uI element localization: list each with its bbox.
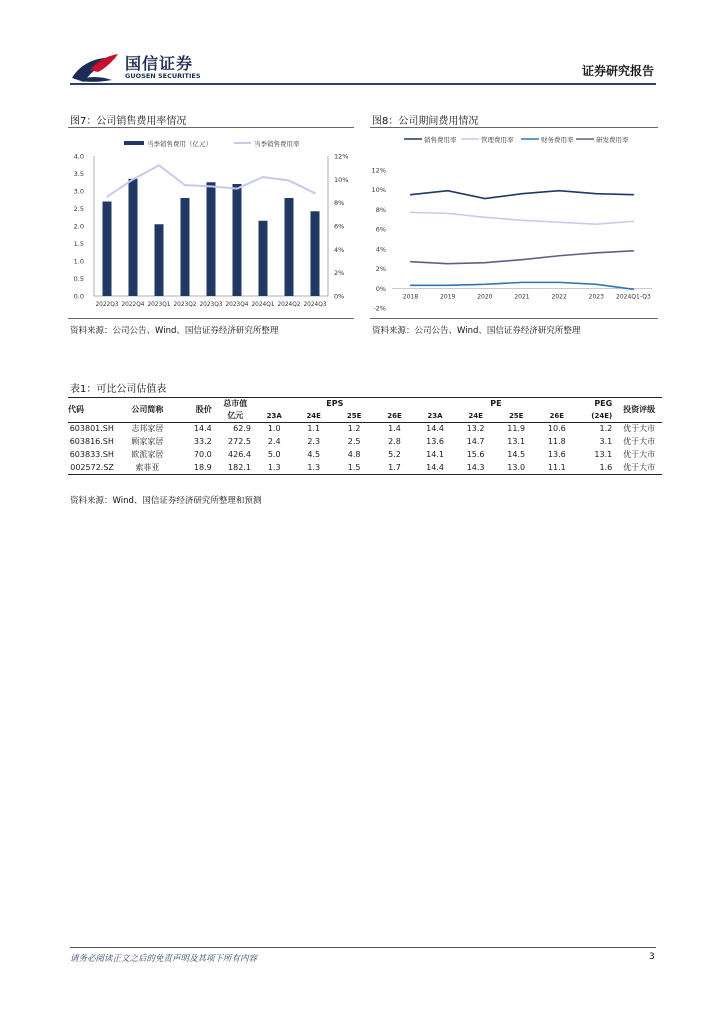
x-tick-label: 2019 [440, 293, 456, 301]
header-rating: 投资评级 [623, 405, 656, 415]
figure8-source: 资料来源：公司公告、Wind、国信证券经济研究所整理 [372, 326, 581, 336]
logo-text-en: GUOSEN SECURITIES [125, 72, 201, 80]
series-point-0 [558, 190, 559, 191]
cell-pe-26e: 11.1 [547, 462, 566, 472]
series-point-1 [596, 224, 597, 225]
cell-eps-26e: 1.7 [388, 462, 401, 472]
series-point-0 [596, 193, 597, 194]
y-tick-right-label: 0% [334, 292, 345, 301]
x-tick-label: 2023Q3 [199, 302, 223, 308]
series-point-1 [558, 222, 559, 223]
series-point-1 [521, 220, 522, 221]
cell-mktcap: 182.1 [228, 462, 251, 472]
line-point [158, 165, 160, 167]
header-mktcap-unit: 亿元 [227, 411, 244, 420]
y-tick-label: 2% [375, 265, 386, 274]
page-header [0, 0, 724, 86]
guosen-logo-icon [70, 50, 120, 84]
series-point-2 [484, 284, 485, 285]
figure7-chart [66, 132, 356, 312]
series-line-1 [411, 212, 634, 224]
x-tick-label: 2021 [514, 293, 530, 301]
y-tick-left-label: 1.5 [73, 240, 84, 248]
figure8-top-rule [370, 127, 658, 128]
legend-line-label: 当季销售费用率 [254, 140, 300, 148]
line-point [236, 188, 238, 190]
cell-eps-23a: 5.0 [267, 450, 281, 459]
cell-name: 顾家家居 [131, 437, 164, 446]
cell-rating: 优于大市 [623, 437, 656, 446]
y-tick-left-label: 0.0 [73, 292, 84, 301]
y-tick-label: 0% [375, 284, 386, 293]
x-tick-label: 2022 [551, 293, 567, 301]
series-point-1 [484, 217, 485, 218]
cell-eps-25e: 1.2 [347, 424, 361, 434]
cell-eps-24e: 1.3 [307, 462, 321, 472]
series-point-3 [633, 250, 634, 251]
cell-code: 603816.SH [69, 437, 114, 446]
header-pe: PE [490, 399, 502, 409]
cell-pe-25e: 13.0 [507, 462, 526, 472]
bar-2023Q3 [207, 182, 216, 296]
series-point-2 [558, 282, 559, 283]
line-point [106, 196, 108, 198]
series-point-0 [484, 198, 485, 199]
y-tick-left-label: 0.5 [73, 275, 84, 283]
cell-code: 603801.SH [69, 424, 114, 434]
bar-2023Q4 [233, 184, 242, 296]
header-peg: PEG [594, 399, 613, 409]
legend-bar-label: 当季销售费用（亿元） [147, 140, 212, 148]
cell-mktcap: 272.5 [228, 437, 251, 446]
x-tick-label: 2022Q4 [121, 302, 145, 308]
header-pe-23a: 23A [427, 411, 443, 420]
valuation-table [68, 397, 662, 475]
line-point [132, 179, 134, 181]
figure7-source: 资料来源：公司公告、Wind、国信证券经济研究所整理 [70, 326, 279, 336]
legend-label-3: 研发费用率 [596, 136, 629, 144]
y-tick-label: 6% [375, 225, 386, 234]
series-point-3 [596, 252, 597, 253]
y-tick-label: 12% [371, 166, 386, 175]
cell-pe-26e: 10.6 [547, 424, 566, 434]
y-tick-left-label: 2.5 [73, 205, 84, 213]
figure8-bottom-rule [370, 318, 658, 319]
report-type-label: 证券研究报告 [581, 64, 654, 78]
series-point-2 [521, 282, 522, 283]
table-title: 表1：可比公司估值表 [70, 384, 167, 395]
x-tick-label: 2022Q3 [95, 302, 119, 308]
y-tick-left-label: 4.0 [73, 152, 84, 161]
x-tick-label: 2024Q1 [251, 302, 275, 308]
bar-2023Q2 [181, 198, 190, 296]
header-divider [70, 83, 656, 85]
line-point [262, 176, 264, 178]
x-tick-label: 2023Q1 [147, 302, 171, 308]
series-point-2 [633, 289, 634, 290]
cell-eps-23a: 2.4 [267, 437, 281, 446]
cell-eps-23a: 1.3 [267, 462, 281, 472]
cell-pe-23a: 14.4 [426, 462, 444, 472]
header-pe-24e: 24E [468, 411, 483, 420]
bar-2022Q4 [129, 179, 138, 296]
cell-price: 33.2 [193, 437, 212, 446]
table-row [68, 435, 662, 448]
series-point-0 [633, 194, 634, 195]
cell-pe-25e: 11.9 [507, 424, 526, 434]
cell-eps-26e: 1.4 [388, 424, 401, 434]
series-point-2 [596, 284, 597, 285]
series-point-0 [447, 190, 448, 191]
guosen-logo [70, 50, 220, 84]
y-tick-left-label: 3.5 [73, 170, 84, 178]
series-point-3 [484, 262, 485, 263]
figure7-title: 图7：公司销售费用率情况 [70, 116, 187, 127]
cell-eps-25e: 4.8 [347, 450, 361, 459]
cell-eps-24e: 2.3 [307, 437, 321, 446]
cell-name: 欧派家居 [131, 450, 164, 459]
series-point-2 [410, 285, 411, 286]
line-point [314, 193, 316, 195]
bar-2024Q3 [311, 211, 320, 296]
header-price: 股价 [195, 405, 212, 415]
header-pe-25e: 25E [508, 411, 524, 420]
y-tick-label: 10% [371, 186, 386, 195]
x-tick-label: 2024Q1-Q3 [616, 293, 651, 301]
series-point-0 [521, 193, 522, 194]
y-tick-left-label: 1.0 [73, 257, 84, 266]
figure7-bottom-rule [68, 318, 354, 319]
series-point-2 [447, 285, 448, 286]
x-tick-label: 2023Q2 [173, 302, 197, 308]
series-line-0 [411, 191, 634, 199]
cell-mktcap: 62.9 [233, 424, 251, 434]
y-tick-right-label: 6% [334, 222, 345, 231]
y-tick-right-label: 10% [334, 175, 349, 184]
cell-price: 18.9 [193, 462, 212, 472]
header-eps-25e: 25E [346, 411, 362, 420]
cell-pe-24e: 14.3 [466, 462, 485, 472]
figure7-top-rule [68, 127, 354, 128]
header-eps: EPS [326, 399, 344, 409]
cell-eps-24e: 4.5 [307, 450, 321, 459]
cell-eps-25e: 1.5 [347, 462, 361, 472]
bar-2024Q1 [259, 221, 268, 296]
header-mktcap: 总市值 [223, 399, 248, 409]
x-tick-label: 2023 [588, 293, 604, 301]
cell-peg: 1.2 [599, 424, 613, 434]
series-line-3 [411, 251, 634, 264]
x-tick-label: 2020 [477, 293, 493, 301]
cell-eps-24e: 1.1 [307, 424, 321, 434]
cell-rating: 优于大市 [623, 462, 656, 472]
x-tick-label: 2018 [402, 293, 419, 301]
legend-label-1: 管理费用率 [481, 136, 514, 144]
legend-bar-swatch [124, 141, 144, 145]
cell-mktcap: 426.4 [228, 450, 251, 459]
y-tick-left-label: 2.0 [73, 222, 84, 231]
cell-pe-26e: 11.8 [547, 437, 566, 446]
cell-code: 603833.SH [69, 450, 114, 459]
cell-price: 70.0 [193, 450, 212, 459]
cell-code: 002572.SZ [70, 462, 114, 472]
legend-label-0: 销售费用率 [424, 136, 457, 144]
header-peg-sub: (24E) [591, 411, 613, 420]
bar-2022Q3 [103, 202, 112, 297]
cell-pe-25e: 14.5 [507, 450, 526, 459]
cell-pe-26e: 13.6 [547, 450, 566, 459]
table-row [68, 422, 662, 435]
cell-rating: 优于大市 [623, 424, 656, 434]
legend-label-2: 财务费用率 [541, 136, 574, 144]
cell-name: 志邦家居 [131, 424, 164, 434]
cell-price: 14.4 [193, 424, 212, 434]
table-row [68, 448, 662, 461]
x-tick-label: 2024Q3 [303, 302, 327, 308]
header-eps-24e: 24E [306, 411, 321, 420]
series-point-1 [447, 213, 448, 214]
line-point [210, 186, 212, 188]
page-number: 3 [649, 952, 655, 962]
logo-text-cn: 国信证券 [125, 54, 194, 73]
footer-disclaimer: 请务必阅读正文之后的免责声明及其项下所有内容 [70, 954, 258, 964]
y-tick-left-label: 3.0 [73, 187, 84, 196]
series-point-3 [558, 255, 559, 256]
line-point [288, 180, 290, 182]
cell-pe-24e: 15.6 [466, 450, 485, 459]
cell-pe-24e: 13.2 [466, 424, 485, 434]
cell-eps-26e: 5.2 [388, 450, 401, 459]
y-tick-right-label: 8% [334, 199, 345, 208]
y-tick-right-label: 2% [334, 269, 345, 278]
header-eps-26e: 26E [387, 411, 402, 420]
line-point [184, 184, 186, 186]
footer-divider [70, 947, 656, 948]
series-point-3 [521, 259, 522, 260]
cell-name: 索菲亚 [135, 462, 160, 472]
y-tick-label: 8% [375, 205, 386, 214]
header-pe-26e: 26E [549, 411, 565, 420]
y-tick-label: 4% [375, 245, 386, 254]
cell-pe-23a: 13.6 [426, 437, 444, 446]
bar-2023Q1 [155, 224, 164, 296]
cell-eps-23a: 1.0 [267, 424, 281, 434]
y-tick-right-label: 4% [334, 245, 345, 254]
table-source: 资料来源：Wind、国信证券经济研究所整理和预测 [70, 496, 262, 506]
cell-pe-23a: 14.4 [426, 424, 444, 434]
series-point-1 [633, 221, 634, 222]
bar-2024Q2 [285, 198, 294, 296]
cell-eps-26e: 2.8 [388, 437, 401, 446]
cell-eps-25e: 2.5 [347, 437, 361, 446]
series-point-0 [410, 194, 411, 195]
y-tick-label: -2% [373, 304, 386, 312]
figure8-chart [368, 132, 660, 312]
series-point-3 [410, 261, 411, 262]
header-eps-23a: 23A [266, 411, 282, 420]
table-row [68, 461, 662, 474]
figure8-title: 图8：公司期间费用情况 [372, 116, 479, 127]
header-code: 代码 [68, 405, 84, 415]
cell-rating: 优于大市 [623, 450, 656, 459]
cell-pe-24e: 14.7 [466, 437, 485, 446]
header-name: 公司简称 [131, 405, 164, 415]
series-point-1 [410, 212, 411, 213]
x-tick-label: 2023Q4 [225, 302, 249, 308]
cell-pe-23a: 14.1 [426, 450, 444, 459]
series-point-3 [447, 263, 448, 264]
cell-peg: 3.1 [599, 437, 613, 446]
y-tick-right-label: 12% [334, 152, 349, 161]
cell-peg: 13.1 [594, 450, 613, 459]
cell-peg: 1.6 [599, 462, 613, 472]
cell-pe-25e: 13.1 [507, 437, 526, 446]
x-tick-label: 2024Q2 [277, 302, 301, 308]
